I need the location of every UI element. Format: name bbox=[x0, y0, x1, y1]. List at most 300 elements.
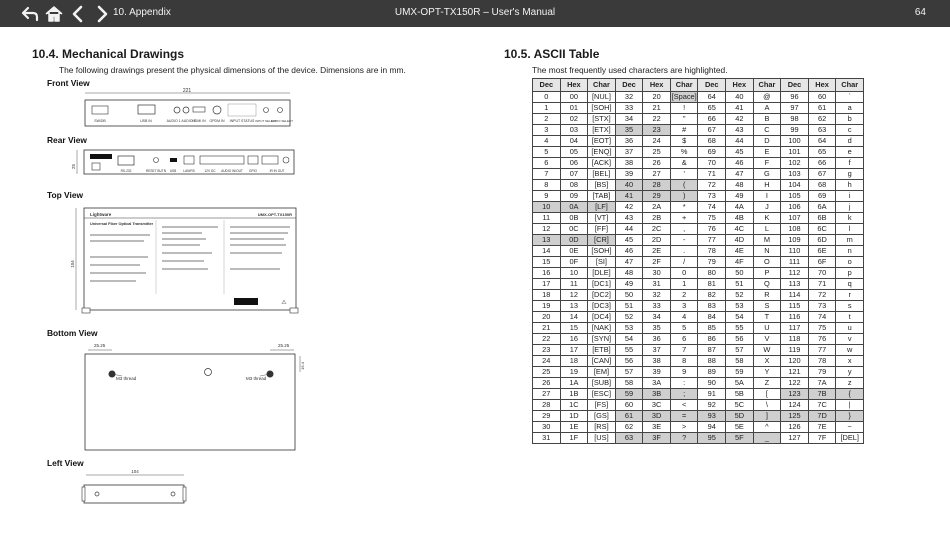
mechanical-intro: The following drawings present the physical dimensions of the device. Dimensions are in mm. bbox=[59, 65, 406, 75]
table-cell: 6D bbox=[808, 234, 836, 245]
table-cell: 1 bbox=[670, 278, 698, 289]
table-cell: C bbox=[753, 124, 781, 135]
table-cell: 6 bbox=[533, 157, 561, 168]
table-cell: 02 bbox=[560, 113, 588, 124]
table-cell: % bbox=[670, 146, 698, 157]
table-cell: 82 bbox=[698, 289, 726, 300]
table-cell: 25 bbox=[533, 366, 561, 377]
table-cell: 115 bbox=[781, 300, 809, 311]
table-cell: 69 bbox=[808, 190, 836, 201]
table-cell: 78 bbox=[808, 355, 836, 366]
table-cell: [BEL] bbox=[588, 168, 616, 179]
table-cell: 58 bbox=[726, 355, 754, 366]
table-cell: 4F bbox=[726, 256, 754, 267]
table-cell: 89 bbox=[698, 366, 726, 377]
table-cell: 103 bbox=[781, 168, 809, 179]
front-width-dim: 221 bbox=[182, 88, 192, 94]
table-cell: 2C bbox=[643, 223, 671, 234]
table-cell: 107 bbox=[781, 212, 809, 223]
table-cell: 3D bbox=[643, 410, 671, 421]
table-cell: 3 bbox=[670, 300, 698, 311]
table-cell: : bbox=[670, 377, 698, 388]
table-cell: 44 bbox=[726, 135, 754, 146]
table-cell: 111 bbox=[781, 256, 809, 267]
table-cell: 22 bbox=[643, 113, 671, 124]
table-cell: 14 bbox=[533, 245, 561, 256]
table-cell: h bbox=[836, 179, 864, 190]
table-row bbox=[533, 190, 864, 201]
table-cell: 100 bbox=[781, 135, 809, 146]
table-cell: 76 bbox=[808, 333, 836, 344]
table-cell: a bbox=[836, 102, 864, 113]
table-row bbox=[533, 135, 864, 146]
svg-text:⚠: ⚠ bbox=[281, 300, 287, 306]
table-cell: 27 bbox=[533, 388, 561, 399]
front-label-input-select: INPUT SELECT bbox=[255, 119, 277, 123]
table-cell: G bbox=[753, 168, 781, 179]
rear-view-label: Rear View bbox=[47, 135, 87, 145]
bottom-view-label: Bottom View bbox=[47, 328, 98, 338]
table-cell: 5B bbox=[726, 388, 754, 399]
table-cell: [SOH] bbox=[588, 245, 616, 256]
table-cell: 96 bbox=[781, 91, 809, 102]
table-cell: 13 bbox=[560, 300, 588, 311]
table-cell: 50 bbox=[615, 289, 643, 300]
table-cell: 3C bbox=[643, 399, 671, 410]
table-cell: 26 bbox=[533, 377, 561, 388]
table-cell: 7D bbox=[808, 410, 836, 421]
table-row bbox=[533, 201, 864, 212]
top-brand: Lightware bbox=[90, 212, 112, 217]
table-cell: 61 bbox=[808, 102, 836, 113]
table-cell: 00 bbox=[560, 91, 588, 102]
table-cell: 52 bbox=[726, 289, 754, 300]
table-cell: 6B bbox=[808, 212, 836, 223]
col-header: Hex bbox=[560, 79, 588, 92]
table-cell: 30 bbox=[533, 421, 561, 432]
table-cell: l bbox=[836, 223, 864, 234]
table-row bbox=[533, 223, 864, 234]
table-cell: | bbox=[836, 399, 864, 410]
top-depth-dim: 104 bbox=[70, 260, 75, 268]
rear-label-lan: LAN/RS bbox=[183, 169, 195, 173]
table-cell: 37 bbox=[615, 146, 643, 157]
col-header: Char bbox=[588, 79, 616, 92]
table-cell: 40 bbox=[615, 179, 643, 190]
table-cell: 88 bbox=[698, 355, 726, 366]
table-cell: Z bbox=[753, 377, 781, 388]
rear-height-dim: 25 bbox=[71, 164, 76, 170]
table-cell: 42 bbox=[615, 201, 643, 212]
table-cell: < bbox=[670, 399, 698, 410]
table-cell: k bbox=[836, 212, 864, 223]
table-cell: [SYN] bbox=[588, 333, 616, 344]
table-cell: 41 bbox=[615, 190, 643, 201]
table-cell: 105 bbox=[781, 190, 809, 201]
table-row bbox=[533, 421, 864, 432]
table-cell: 58 bbox=[615, 377, 643, 388]
table-cell: 36 bbox=[615, 135, 643, 146]
table-cell: 2 bbox=[533, 113, 561, 124]
table-cell: 76 bbox=[698, 223, 726, 234]
table-cell: 7A bbox=[808, 377, 836, 388]
table-cell: [ bbox=[753, 388, 781, 399]
table-cell: 6A bbox=[808, 201, 836, 212]
table-cell: 74 bbox=[698, 201, 726, 212]
table-cell: 7E bbox=[808, 421, 836, 432]
table-cell: 07 bbox=[560, 168, 588, 179]
table-cell: 17 bbox=[533, 278, 561, 289]
table-cell: q bbox=[836, 278, 864, 289]
table-cell: 0F bbox=[560, 256, 588, 267]
table-cell: ' bbox=[670, 168, 698, 179]
table-cell: ^ bbox=[753, 421, 781, 432]
front-view-label: Front View bbox=[47, 78, 90, 88]
table-cell: 18 bbox=[533, 289, 561, 300]
table-cell: D bbox=[753, 135, 781, 146]
table-cell: 3E bbox=[643, 421, 671, 432]
table-cell: 31 bbox=[533, 432, 561, 443]
table-cell: 57 bbox=[726, 344, 754, 355]
table-cell: 79 bbox=[698, 256, 726, 267]
table-cell: 48 bbox=[726, 179, 754, 190]
table-cell: 5A bbox=[726, 377, 754, 388]
table-cell: 23 bbox=[643, 124, 671, 135]
table-row bbox=[533, 102, 864, 113]
table-cell: K bbox=[753, 212, 781, 223]
table-row bbox=[533, 289, 864, 300]
ascii-table-body bbox=[533, 91, 864, 443]
table-cell: _ bbox=[753, 432, 781, 443]
table-cell: 8 bbox=[533, 179, 561, 190]
table-cell: 72 bbox=[698, 179, 726, 190]
table-cell: 24 bbox=[643, 135, 671, 146]
table-cell: S bbox=[753, 300, 781, 311]
table-cell: 46 bbox=[726, 157, 754, 168]
table-cell: 126 bbox=[781, 421, 809, 432]
table-cell: > bbox=[670, 421, 698, 432]
table-cell: [ACK] bbox=[588, 157, 616, 168]
table-row bbox=[533, 267, 864, 278]
bottom-right-dim: 25.25 bbox=[278, 343, 290, 348]
table-cell: 63 bbox=[615, 432, 643, 443]
table-cell: 55 bbox=[615, 344, 643, 355]
table-cell: R bbox=[753, 289, 781, 300]
table-cell: 55 bbox=[726, 322, 754, 333]
table-cell: 1A bbox=[560, 377, 588, 388]
front-label-usb: USB IN bbox=[140, 119, 152, 123]
table-cell: 54 bbox=[726, 311, 754, 322]
table-cell: [US] bbox=[588, 432, 616, 443]
table-cell: 101 bbox=[781, 146, 809, 157]
table-cell: 22 bbox=[533, 333, 561, 344]
table-cell: 20 bbox=[533, 311, 561, 322]
table-row bbox=[533, 234, 864, 245]
table-cell: 35 bbox=[615, 124, 643, 135]
table-cell: 09 bbox=[560, 190, 588, 201]
table-cell: - bbox=[670, 234, 698, 245]
table-cell: = bbox=[670, 410, 698, 421]
table-cell: 0B bbox=[560, 212, 588, 223]
table-cell: X bbox=[753, 355, 781, 366]
table-cell: 31 bbox=[643, 278, 671, 289]
table-cell: 74 bbox=[808, 311, 836, 322]
table-cell: [SOH] bbox=[588, 102, 616, 113]
table-cell: P bbox=[753, 267, 781, 278]
table-cell: 2F bbox=[643, 256, 671, 267]
table-cell: v bbox=[836, 333, 864, 344]
table-cell: 67 bbox=[698, 124, 726, 135]
table-cell: E bbox=[753, 146, 781, 157]
table-cell: 47 bbox=[615, 256, 643, 267]
table-cell: 1B bbox=[560, 388, 588, 399]
table-cell: 116 bbox=[781, 311, 809, 322]
table-cell: 53 bbox=[615, 322, 643, 333]
table-cell: O bbox=[753, 256, 781, 267]
table-cell: u bbox=[836, 322, 864, 333]
table-cell: 3 bbox=[533, 124, 561, 135]
top-subtitle: Universal Fiber Optical Transmitter bbox=[90, 222, 154, 226]
table-cell: 29 bbox=[643, 190, 671, 201]
table-row bbox=[533, 377, 864, 388]
table-cell: 38 bbox=[643, 355, 671, 366]
table-cell: 119 bbox=[781, 344, 809, 355]
table-cell: 3B bbox=[643, 388, 671, 399]
table-cell: 59 bbox=[726, 366, 754, 377]
table-cell: 1 bbox=[533, 102, 561, 113]
table-cell: 108 bbox=[781, 223, 809, 234]
table-cell: 15 bbox=[533, 256, 561, 267]
table-cell: 16 bbox=[533, 267, 561, 278]
table-cell: 97 bbox=[781, 102, 809, 113]
table-cell: 64 bbox=[808, 135, 836, 146]
table-cell: 28 bbox=[533, 399, 561, 410]
table-cell: 0 bbox=[533, 91, 561, 102]
table-cell: 6 bbox=[670, 333, 698, 344]
table-cell: N bbox=[753, 245, 781, 256]
table-cell: 79 bbox=[808, 366, 836, 377]
table-cell: 84 bbox=[698, 311, 726, 322]
table-cell: 60 bbox=[615, 399, 643, 410]
table-cell: 12 bbox=[533, 223, 561, 234]
bottom-height-dim: 16.4 bbox=[300, 362, 305, 370]
table-cell: ) bbox=[670, 190, 698, 201]
table-cell: [VT] bbox=[588, 212, 616, 223]
table-cell: 4B bbox=[726, 212, 754, 223]
table-cell: 5E bbox=[726, 421, 754, 432]
table-cell: 56 bbox=[615, 355, 643, 366]
table-cell: 5C bbox=[726, 399, 754, 410]
table-row bbox=[533, 410, 864, 421]
table-cell: 29 bbox=[533, 410, 561, 421]
col-header: Dec bbox=[533, 79, 561, 92]
table-row bbox=[533, 113, 864, 124]
table-cell: 62 bbox=[615, 421, 643, 432]
table-cell: 19 bbox=[533, 300, 561, 311]
left-view-drawing bbox=[80, 467, 190, 507]
table-cell: 4A bbox=[726, 201, 754, 212]
table-cell: [Space] bbox=[671, 91, 697, 101]
table-cell: 85 bbox=[698, 322, 726, 333]
col-header: Char bbox=[670, 79, 698, 92]
table-cell: [DC1] bbox=[588, 278, 616, 289]
table-cell: 30 bbox=[643, 267, 671, 278]
table-cell: 87 bbox=[698, 344, 726, 355]
table-cell: 2E bbox=[643, 245, 671, 256]
table-cell: 91 bbox=[698, 388, 726, 399]
table-cell: [EOT] bbox=[588, 135, 616, 146]
table-cell: 27 bbox=[643, 168, 671, 179]
table-cell: 71 bbox=[808, 278, 836, 289]
table-cell: 45 bbox=[726, 146, 754, 157]
table-cell: o bbox=[836, 256, 864, 267]
table-cell: i bbox=[836, 190, 864, 201]
table-cell: 43 bbox=[726, 124, 754, 135]
table-cell: { bbox=[836, 388, 864, 399]
table-cell: 4D bbox=[726, 234, 754, 245]
table-cell: n bbox=[836, 245, 864, 256]
table-cell: 1F bbox=[560, 432, 588, 443]
table-cell: $ bbox=[670, 135, 698, 146]
table-cell: 90 bbox=[698, 377, 726, 388]
table-cell: F bbox=[753, 157, 781, 168]
table-cell: 93 bbox=[698, 410, 726, 421]
table-cell: 68 bbox=[808, 179, 836, 190]
col-header: Char bbox=[836, 79, 864, 92]
table-cell: 0C bbox=[560, 223, 588, 234]
table-cell: x bbox=[836, 355, 864, 366]
rear-label-reset: RESET BUTN bbox=[145, 169, 167, 173]
table-cell: 7 bbox=[670, 344, 698, 355]
table-cell: 86 bbox=[698, 333, 726, 344]
table-cell: 127 bbox=[781, 432, 809, 443]
table-cell: 92 bbox=[698, 399, 726, 410]
table-cell: \ bbox=[753, 399, 781, 410]
table-cell: I bbox=[753, 190, 781, 201]
table-cell: B bbox=[753, 113, 781, 124]
col-header: Hex bbox=[808, 79, 836, 92]
table-cell: 6E bbox=[808, 245, 836, 256]
table-cell: 125 bbox=[781, 410, 809, 421]
document-title: UMX-OPT-TX150R – User's Manual bbox=[394, 7, 556, 18]
table-cell: [EM] bbox=[588, 366, 616, 377]
table-cell: 18 bbox=[560, 355, 588, 366]
table-cell: H bbox=[753, 179, 781, 190]
table-cell: 5 bbox=[533, 146, 561, 157]
table-cell: s bbox=[836, 300, 864, 311]
table-cell: 56 bbox=[726, 333, 754, 344]
table-cell: [CR] bbox=[588, 234, 616, 245]
table-cell: 44 bbox=[615, 223, 643, 234]
table-cell: 20 bbox=[643, 91, 671, 102]
table-cell: 124 bbox=[781, 399, 809, 410]
table-cell: , bbox=[670, 223, 698, 234]
ascii-table bbox=[532, 78, 864, 444]
table-cell: 49 bbox=[726, 190, 754, 201]
table-cell: 13 bbox=[533, 234, 561, 245]
table-cell: 2B bbox=[643, 212, 671, 223]
table-row bbox=[533, 278, 864, 289]
table-cell: 42 bbox=[726, 113, 754, 124]
table-cell: 3F bbox=[643, 432, 671, 443]
table-cell: 73 bbox=[808, 300, 836, 311]
table-cell: 114 bbox=[781, 289, 809, 300]
table-cell: 2D bbox=[643, 234, 671, 245]
table-cell: [ENQ] bbox=[588, 146, 616, 157]
table-row bbox=[533, 311, 864, 322]
table-cell: 0A bbox=[560, 201, 588, 212]
rear-label-audio: AUDIO IN/OUT bbox=[221, 169, 243, 173]
table-cell: 109 bbox=[781, 234, 809, 245]
table-cell: 75 bbox=[808, 322, 836, 333]
table-cell: 53 bbox=[726, 300, 754, 311]
table-cell: 60 bbox=[808, 91, 836, 102]
table-cell: 0D bbox=[560, 234, 588, 245]
table-cell: 99 bbox=[781, 124, 809, 135]
table-cell: ! bbox=[670, 102, 698, 113]
front-label-sw: SW/DB bbox=[94, 119, 106, 123]
table-cell: 51 bbox=[615, 300, 643, 311]
table-cell: 32 bbox=[643, 289, 671, 300]
table-cell: 66 bbox=[698, 113, 726, 124]
table-cell: 37 bbox=[643, 344, 671, 355]
table-cell: 1C bbox=[560, 399, 588, 410]
table-cell: 04 bbox=[560, 135, 588, 146]
table-cell: 0E bbox=[560, 245, 588, 256]
table-cell: 39 bbox=[643, 366, 671, 377]
table-cell: 78 bbox=[698, 245, 726, 256]
rear-label-rs232: RS-232 bbox=[120, 169, 132, 173]
mechanical-drawings-heading: 10.4. Mechanical Drawings bbox=[32, 47, 185, 61]
table-cell: M bbox=[753, 234, 781, 245]
breadcrumb-section[interactable]: 10. Appendix bbox=[113, 7, 171, 18]
table-cell: 08 bbox=[560, 179, 588, 190]
table-cell: 1E bbox=[560, 421, 588, 432]
table-cell: f bbox=[836, 157, 864, 168]
table-cell: 16 bbox=[560, 333, 588, 344]
col-header: Dec bbox=[698, 79, 726, 92]
table-cell: 68 bbox=[698, 135, 726, 146]
table-cell: & bbox=[670, 157, 698, 168]
table-cell: 66 bbox=[808, 157, 836, 168]
table-cell: 15 bbox=[560, 322, 588, 333]
col-header: Dec bbox=[781, 79, 809, 92]
table-cell: 73 bbox=[698, 190, 726, 201]
table-cell: [TAB] bbox=[588, 190, 616, 201]
table-cell: " bbox=[670, 113, 698, 124]
table-cell: 4C bbox=[726, 223, 754, 234]
table-cell: # bbox=[670, 124, 698, 135]
table-cell: [NAK] bbox=[588, 322, 616, 333]
table-cell: [DEL] bbox=[836, 432, 864, 443]
table-cell: V bbox=[753, 333, 781, 344]
table-cell: 9 bbox=[670, 366, 698, 377]
rear-label-12v: 12V DC bbox=[204, 169, 216, 173]
table-cell: 32 bbox=[615, 91, 643, 102]
table-cell: [FS] bbox=[588, 399, 616, 410]
table-cell: 21 bbox=[533, 322, 561, 333]
table-cell: 113 bbox=[781, 278, 809, 289]
table-cell: 69 bbox=[698, 146, 726, 157]
table-cell: 4E bbox=[726, 245, 754, 256]
table-cell: t bbox=[836, 311, 864, 322]
table-cell: 75 bbox=[698, 212, 726, 223]
table-cell: 121 bbox=[781, 366, 809, 377]
table-cell: 41 bbox=[726, 102, 754, 113]
col-header: Char bbox=[753, 79, 781, 92]
table-cell: 9 bbox=[533, 190, 561, 201]
table-cell: 54 bbox=[615, 333, 643, 344]
